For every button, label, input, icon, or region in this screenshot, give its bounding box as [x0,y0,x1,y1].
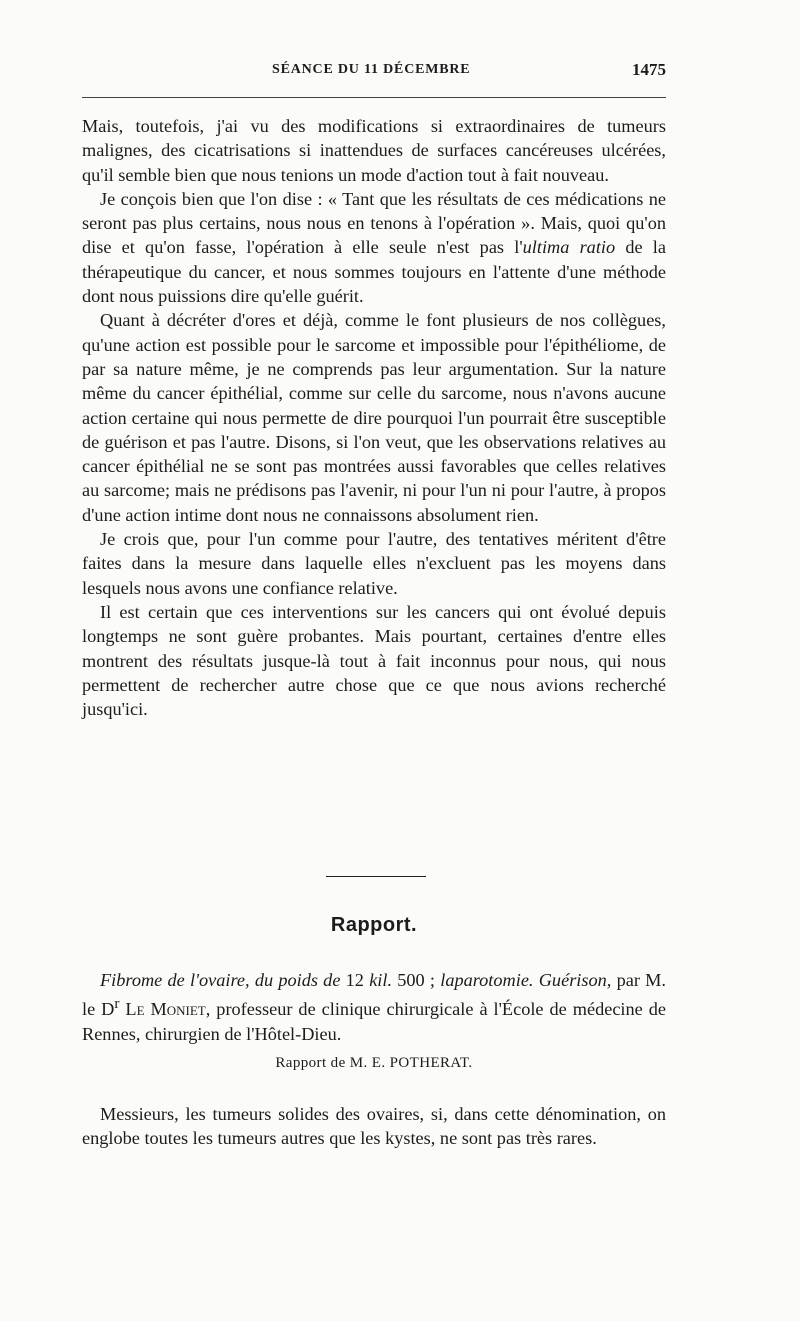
section-divider [326,876,426,877]
report-title [82,968,666,1046]
header-rule [82,97,666,98]
report-by-prefix: par M. le D [82,970,666,1020]
running-head: SÉANCE DU 11 DÉCEMBRE [272,62,471,77]
page-number: 1475 [632,60,666,79]
reporter-line: Rapport de M. E. POTHERAT. [275,1055,473,1071]
paragraph-2-italic: ultima ratio [522,237,616,258]
section-title: Rapport. [330,914,418,936]
paragraph-2-text-a: Je conçois bien que l'on dise : « Tant que les résultats de ces médications ne seront pas plus certains, nous nous en tenons à l'opération ». Mais, quoi qu'on dise et qu'on fasse, l'opération à elle seule n'est pas l' [82,188,666,258]
paragraph-2-text-b: de la thérapeutique du cancer, et nous sommes toujours en l'attente d'une méthode dont nous puissions dire qu'elle guérit. [82,237,666,307]
paragraph-4: Je crois que, pour l'un comme pour l'autre, des tentatives méritent d'être faites dans la mesure dans laquelle elles n'excluent pas les moyens dans lesquels nous avons une confiance relative. [82,529,666,598]
paragraph-3: Quant à décréter d'ores et déjà, comme le font plusieurs de nos collègues, qu'une action est possible pour le sarcome et impossible pour l'épithéliome, de par sa nature même, je ne comprends pas leur argumentation. Sur la nature même du cancer épithélial, comme sur celle du sarcome, nous n'avons aucune action certaine qui nous permette de dire pourquoi l'un pourrait être susceptible de guérison et pas l'autre. Disons, si l'on veut, que les observations relatives au cancer épithélial ne se sont pas montrées aussi favorables que celles relatives au sarcome; mais ne prédisons pas l'avenir, ni pour l'un ni pour l'autre, à propos d'une action intime dont nous ne connaissons absolument rien. [82,310,666,525]
doctor-superscript: r [114,995,120,1013]
closing-text [82,1102,666,1151]
paragraph-1: Mais, toutefois, j'ai vu des modifications si extraordinaires de tumeurs malignes, des cicatrisations si inattendues de surfaces cancéreuses ulcérées, qu'il semble bien que nous tenions un mode d'action tout à fait nouveau. [82,116,666,185]
report-title-italic-1: Fibrome de l'ovaire, du poids de [100,970,341,990]
report-title-italic-3: laparotomie. Guérison, [440,970,612,990]
paragraph-2 [82,187,666,308]
author-details: , professeur de clinique chirurgicale à l'École de médecine de Rennes, chirurgien de l'Hôtel-Dieu. [82,999,666,1044]
closing-paragraph: Messieurs, les tumeurs solides des ovaires, si, dans cette dénomination, on englobe toutes les tumeurs autres que les kystes, ne sont pas très rares. [82,1104,666,1149]
report-heading [82,968,666,1046]
report-weight-grams: 500 ; [392,970,441,990]
page-header [82,62,666,84]
author-name: Le Moniet [119,999,206,1020]
report-title-italic-2: kil. [369,970,393,990]
paragraph-5: Il est certain que ces interventions sur les cancers qui ont évolué depuis longtemps ne sont guère probantes. Mais pourtant, certaines d'entre elles montrent des résultats jusque-là tout à fait inconnus pour nous, qui nous permettent de rechercher autre chose que ce que nous avions recherché jusqu'ici. [82,601,666,720]
report-weight: 12 [340,970,370,990]
body-text [82,114,666,721]
